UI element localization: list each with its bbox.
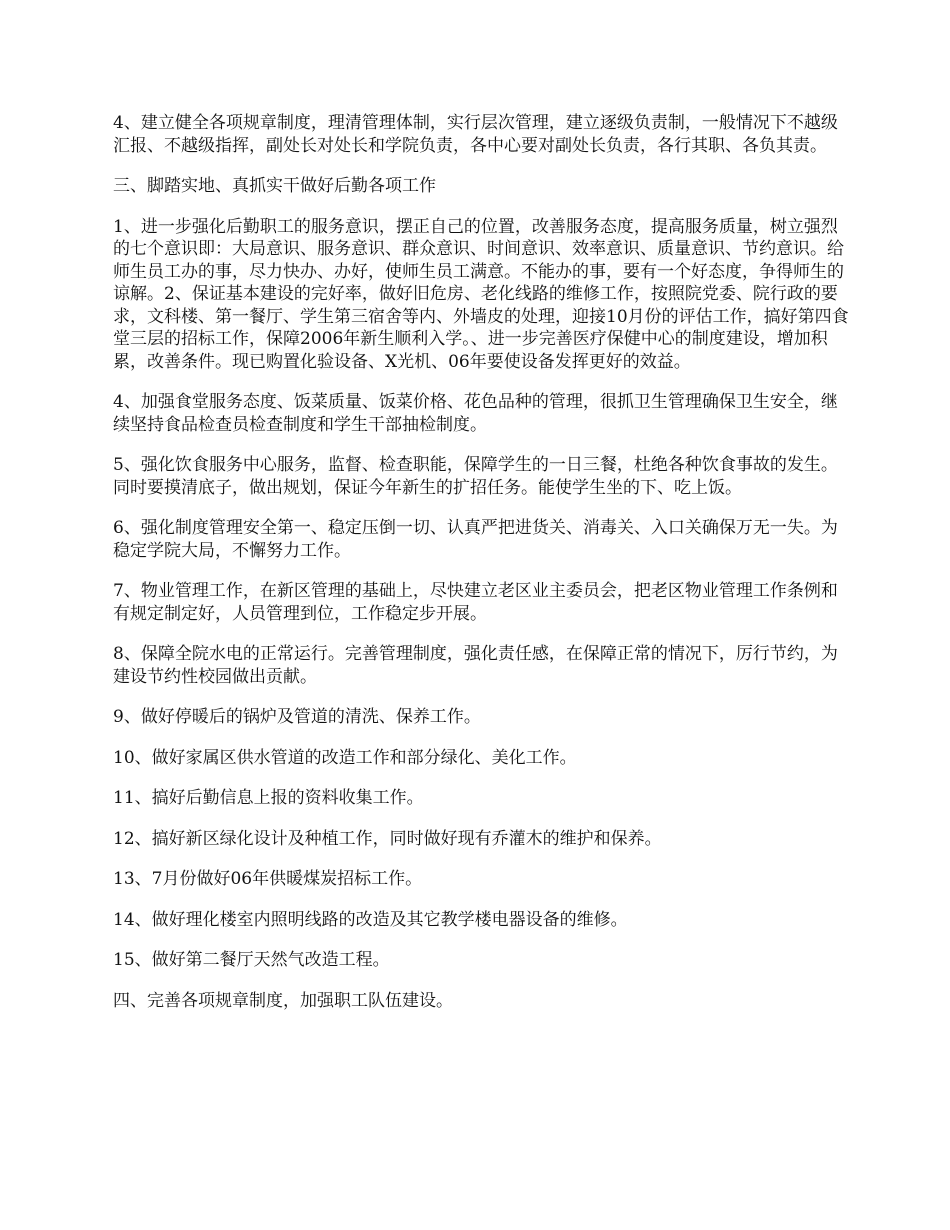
paragraph-item-14-lighting: 14、做好理化楼室内照明线路的改造及其它教学楼电器设备的维修。 bbox=[113, 909, 628, 930]
paragraph-item-10-water: 10、做好家属区供水管道的改造工作和部分绿化、美化工作。 bbox=[113, 747, 577, 768]
document-body bbox=[113, 112, 853, 1030]
paragraph-item-4-canteen: 4、加强食堂服务态度、饭菜质量、饭菜价格、花色品种的管理，很抓卫生管理确保卫生安全，继续坚持食品检查员检查制度和学生干部抽检制度。 bbox=[113, 392, 838, 435]
paragraph-item-8-utilities: 8、保障全院水电的正常运行。完善管理制度，强化责任感，在保障正常的情况下，厉行节约，为建设节约性校园做出贡献。 bbox=[113, 644, 838, 687]
paragraph-item-13-coal: 13、7月份做好06年供暖煤炭招标工作。 bbox=[113, 869, 423, 889]
paragraph-item-9-boiler: 9、做好停暖后的锅炉及管道的清洗、保养工作。 bbox=[113, 707, 481, 727]
section-heading-3: 三、脚踏实地、真抓实干做好后勤各项工作 bbox=[113, 176, 436, 196]
paragraph-item-15-gas: 15、做好第二餐厅天然气改造工程。 bbox=[113, 950, 390, 970]
paragraph-item-11-info: 11、搞好后勤信息上报的资料收集工作。 bbox=[113, 788, 424, 808]
paragraph-item-12-greening: 12、搞好新区绿化设计及种植工作，同时做好现有乔灌木的维护和保养。 bbox=[113, 828, 662, 849]
paragraph-item-1-2-service: 1、进一步强化后勤职工的服务意识，摆正自己的位置，改善服务态度，提高服务质量，树立强烈的七个意识即：大局意识、服务意识、群众意识、时间意识、效率意识、质量意识、节约意识。给师生员工办的事，尽力快办、办好，使师生员工满意。不能办的事，要有一个好态度，争得师生的谅解。2、保证基本建设的完好率，做好旧危房、老化线路的维修工作，按照院党委、院行政的要求，文科楼、第一餐厅、学生第三宿舍等内、外墙皮的处理，迎接10月份的评估工作，搞好第四食堂三层的招标工作，保障2006年新生顺利入学。、进一步完善医疗保健中心的制度建设，增加积累，改善条件。现已购置化验设备、X光机、06年要使设备发挥更好的效益。 bbox=[113, 216, 849, 372]
paragraph-item-5-catering: 5、强化饮食服务中心服务，监督、检查职能，保障学生的一日三餐，杜绝各种饮食事故的发生。同时要摸清底子，做出规划，保证今年新生的扩招任务。能使学生坐的下、吃上饭。 bbox=[113, 455, 838, 498]
paragraph-item-4-rules: 4、建立健全各项规章制度，理清管理体制，实行层次管理，建立逐级负责制，一般情况下不越级汇报、不越级指挥，副处长对处长和学院负责，各中心要对副处长负责，各行其职、各负其责。 bbox=[113, 113, 838, 156]
paragraph-item-6-safety: 6、强化制度管理安全第一、稳定压倒一切、认真严把进货关、消毒关、入口关确保万无一失。为稳定学院大局，不懈努力工作。 bbox=[113, 518, 838, 561]
paragraph-item-7-property: 7、物业管理工作，在新区管理的基础上，尽快建立老区业主委员会，把老区物业管理工作条例和有规定制定好，人员管理到位，工作稳定步开展。 bbox=[113, 581, 838, 624]
section-heading-4: 四、完善各项规章制度，加强职工队伍建设。 bbox=[113, 990, 453, 1011]
